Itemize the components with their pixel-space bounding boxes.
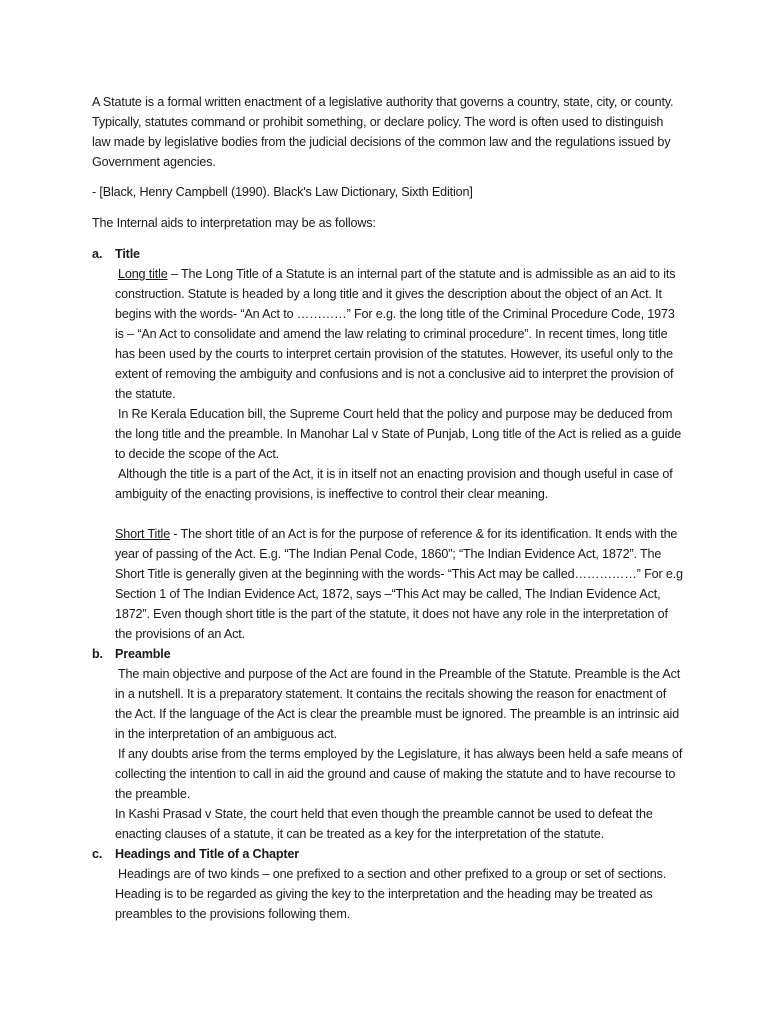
short-title-text: - The short title of an Act is for the purpose of reference & for its identification. It ends with the year of passing of the Act. E.g. “The Indian Penal Code, 1860”; “The Indian Evidence Act, 1872”. The Short Title is generally given at the beginning with the words- “This Act may be called……………” For e.g Section 1 of The Indian Evidence Act, 1872, says –“This Act may be called, The Indian Evidence Act, 1872”. Even though short title is the part of the statute, it does not have any role in the interpretation of the provisions of an Act.	[115, 527, 683, 641]
preamble-paragraph-3: In Kashi Prasad v State, the court held that even though the preamble cannot be used to defeat the enacting clauses of a statute, it can be treated as a key for the interpretation of the statute.	[115, 807, 653, 841]
long-title-paragraph	[115, 264, 684, 404]
lead-sentence: The Internal aids to interpretation may be as follows:	[92, 216, 376, 230]
section-heading-preamble: Preamble	[115, 647, 171, 661]
preamble-paragraph-2: If any doubts arise from the terms employed by the Legislature, it has always been held a safe means of collecting the intention to call in aid the ground and cause of making the statute and to have recourse to the preamble.	[115, 747, 683, 801]
section-headings	[92, 844, 684, 924]
section-heading-headings: Headings and Title of a Chapter	[115, 847, 300, 861]
long-title-text: – The Long Title of a Statute is an internal part of the statute and is admissible as an aid to its construction. Statute is headed by a long title and it gives the description about the object of an Act. It begins with the words- “An Act to …………” For e.g. the long title of the Criminal Procedure Code, 1973 is – “An Act to consolidate and amend the law relating to criminal procedure”. In recent times, long title has been used by the courts to interpret certain provision of the statutes. However, its useful only to the extent of removing the ambiguity and confusions and is not a conclusive aid to interpret the provision of the statute.	[115, 267, 676, 401]
section-marker-a: a.	[92, 247, 103, 261]
section-heading-title: Title	[115, 247, 140, 261]
document-page	[92, 92, 684, 924]
section-marker-c: c.	[92, 847, 103, 861]
kerala-education-paragraph: In Re Kerala Education bill, the Supreme Court held that the policy and purpose may be deduced from the long title and the preamble. In Manohar Lal v State of Punjab, Long title of the Act is relied as a guide to decide the scope of the Act.	[115, 407, 682, 461]
section-title	[92, 244, 684, 644]
intro-paragraph: A Statute is a formal written enactment of a legislative authority that governs a country, state, city, or county. Typically, statutes command or prohibit something, or declare policy. The word is often used to distinguish law made by legislative bodies from the judicial decisions of the common law and the regulations issued by Government agencies.	[92, 95, 674, 169]
preamble-paragraph-1: The main objective and purpose of the Act are found in the Preamble of the Statute. Preamble is the Act in a nutshell. It is a preparatory statement. It contains the recitals showing the reason for enactment of the Act. If the language of the Act is clear the preamble must be ignored. The preamble is an intrinsic aid in the interpretation of an ambiguous act.	[115, 667, 681, 741]
paragraph-spacer	[115, 504, 684, 524]
headings-paragraph-1: Headings are of two kinds – one prefixed to a section and other prefixed to a group or set of sections. Heading is to be regarded as giving the key to the interpretation and the heading may be treated as preambles to the provisions following them.	[115, 867, 667, 921]
citation: - [Black, Henry Campbell (1990). Black's Law Dictionary, Sixth Edition]	[92, 185, 473, 199]
section-preamble	[92, 644, 684, 844]
long-title-term: Long title	[118, 267, 168, 281]
section-marker-b: b.	[92, 647, 103, 661]
title-not-enacting-paragraph: Although the title is a part of the Act, it is in itself not an enacting provision and though useful in case of ambiguity of the enacting provisions, is ineffective to control their clear meaning.	[115, 467, 673, 501]
short-title-term: Short Title	[115, 527, 171, 541]
short-title-paragraph	[115, 524, 684, 644]
